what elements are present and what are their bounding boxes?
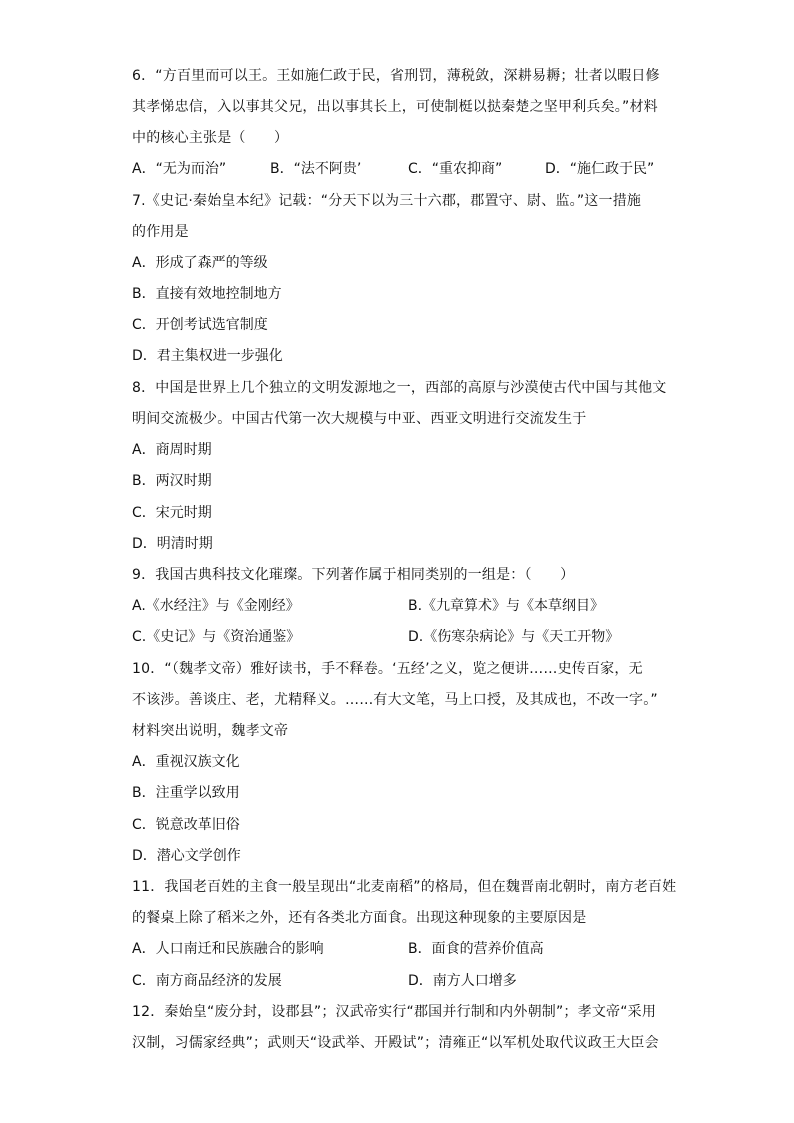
q7-stem-line-2: 的作用是	[132, 224, 189, 240]
q8-stem-line-1: 8．中国是世界上几个独立的文明发源地之一，西部的高原与沙漠使古代中国与其他文	[132, 380, 667, 396]
q11-stem-line-1: 11．我国老百姓的主食一般呈现出“北麦南稻”的格局，但在魏晋南北朝时，南方老百姓	[132, 879, 677, 895]
q6-option-a[interactable]: A．“无为而治”	[132, 161, 227, 177]
q7-option-a[interactable]: A．形成了森严的等级	[132, 255, 268, 271]
q10-stem-line-2: 不该涉。善谈庄、老，尤精释义。……有大文笔，马上口授，及其成也，不改一字。”	[132, 692, 658, 708]
q8-option-b[interactable]: B．两汉时期	[132, 473, 212, 489]
q12-stem-line-2: 汉制，习儒家经典”；武则天“设武举、开殿试”；清雍正“以军机处取代议政王大臣会	[132, 1035, 659, 1051]
q10-option-a[interactable]: A．重视汉族文化	[132, 754, 240, 770]
q8-option-a[interactable]: A．商周时期	[132, 442, 212, 458]
q11-option-d[interactable]: D．南方人口增多	[408, 973, 517, 989]
q9-option-b[interactable]: B.《九章算术》与《本草纲目》	[408, 598, 605, 614]
q9-option-d[interactable]: D.《伤寒杂病论》与《天工开物》	[408, 629, 620, 645]
q6-option-b[interactable]: B．“法不阿贵’	[270, 161, 362, 177]
q8-option-d[interactable]: D．明清时期	[132, 536, 213, 552]
q9-option-a[interactable]: A.《水经注》与《金刚经》	[132, 598, 300, 614]
q7-stem-line-1: 7.《史记·秦始皇本纪》记载：“分天下以为三十六郡，郡置守、尉、监。”这一措施	[132, 193, 642, 209]
q10-stem-line-3: 材料突出说明，魏孝文帝	[132, 723, 289, 739]
q9-stem-line-1: 9．我国古典科技文化璀璨。下列著作属于相同类别的一组是：（ ）	[132, 567, 575, 583]
q8-option-c[interactable]: C．宋元时期	[132, 505, 212, 521]
q6-option-d[interactable]: D．“施仁政于民”	[545, 161, 655, 177]
q7-option-d[interactable]: D．君主集权进一步强化	[132, 348, 283, 364]
q11-option-c[interactable]: C．南方商品经济的发展	[132, 973, 282, 989]
q11-stem-line-2: 的餐桌上除了稻米之外，还有各类北方面食。出现这种现象的主要原因是	[132, 910, 587, 926]
q7-option-b[interactable]: B．直接有效地控制地方	[132, 286, 282, 302]
q10-option-c[interactable]: C．锐意改革旧俗	[132, 817, 240, 833]
q6-stem-line-1: 6．“方百里而可以王。王如施仁政于民，省刑罚，薄税敛，深耕易耨；壮者以暇日修	[132, 68, 660, 84]
q11-option-b[interactable]: B．面食的营养价值高	[408, 941, 544, 957]
q12-stem-line-1: 12．秦始皇“废分封，设郡县”；汉武帝实行“郡国并行制和内外朝制”；孝文帝“采用	[132, 1004, 657, 1020]
q8-stem-line-2: 明间交流极少。中国古代第一次大规模与中亚、西亚文明进行交流发生于	[132, 411, 587, 427]
q11-option-a[interactable]: A．人口南迁和民族融合的影响	[132, 941, 324, 957]
q6-stem-line-2: 其孝悌忠信，入以事其父兄，出以事其长上，可使制梃以挞秦楚之坚甲利兵矣。”材料	[132, 99, 658, 115]
q9-option-c[interactable]: C.《史记》与《资治通鉴》	[132, 629, 301, 645]
q6-option-c[interactable]: C．“重农抑商”	[408, 161, 503, 177]
q7-option-c[interactable]: C．开创考试选官制度	[132, 317, 268, 333]
q10-option-b[interactable]: B．注重学以致用	[132, 785, 240, 801]
q10-stem-line-1: 10．“（魏孝文帝）雅好读书，手不释卷。‘五经’之义，览之便讲……史传百家，无	[132, 661, 643, 677]
q10-option-d[interactable]: D．潜心文学创作	[132, 848, 241, 864]
q6-stem-line-3: 中的核心主张是（ ）	[132, 130, 289, 146]
